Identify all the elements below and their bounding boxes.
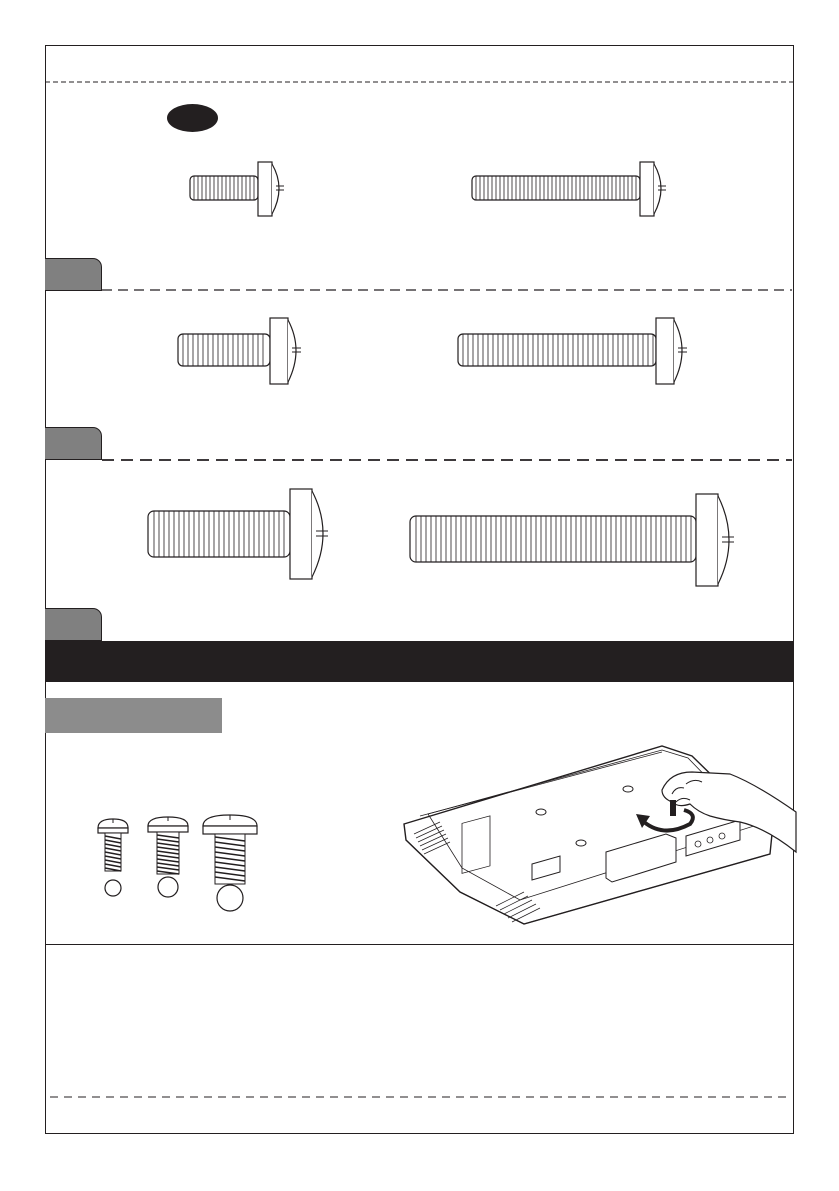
screw-icon <box>176 316 306 388</box>
header-divider <box>45 81 794 85</box>
page-frame <box>45 45 794 1134</box>
section-badge <box>167 104 218 132</box>
screw-icon <box>188 160 288 220</box>
tv-back-illustration <box>400 742 796 928</box>
screw-size-icon <box>201 814 259 914</box>
screw-icon <box>456 316 696 388</box>
screw-icon <box>146 487 336 583</box>
footer-divider <box>50 1096 792 1100</box>
section-divider <box>102 459 792 463</box>
step-label <box>45 698 222 733</box>
screw-icon <box>408 492 738 588</box>
section-tab-b <box>45 427 102 460</box>
section-tab-a <box>45 258 102 291</box>
section-divider <box>102 289 792 293</box>
screw-icon <box>470 160 670 220</box>
section-banner <box>45 641 794 682</box>
screw-size-icon <box>146 816 190 898</box>
screw-size-icon <box>96 818 130 898</box>
section-separator <box>45 944 794 945</box>
section-tab-c <box>45 608 102 641</box>
